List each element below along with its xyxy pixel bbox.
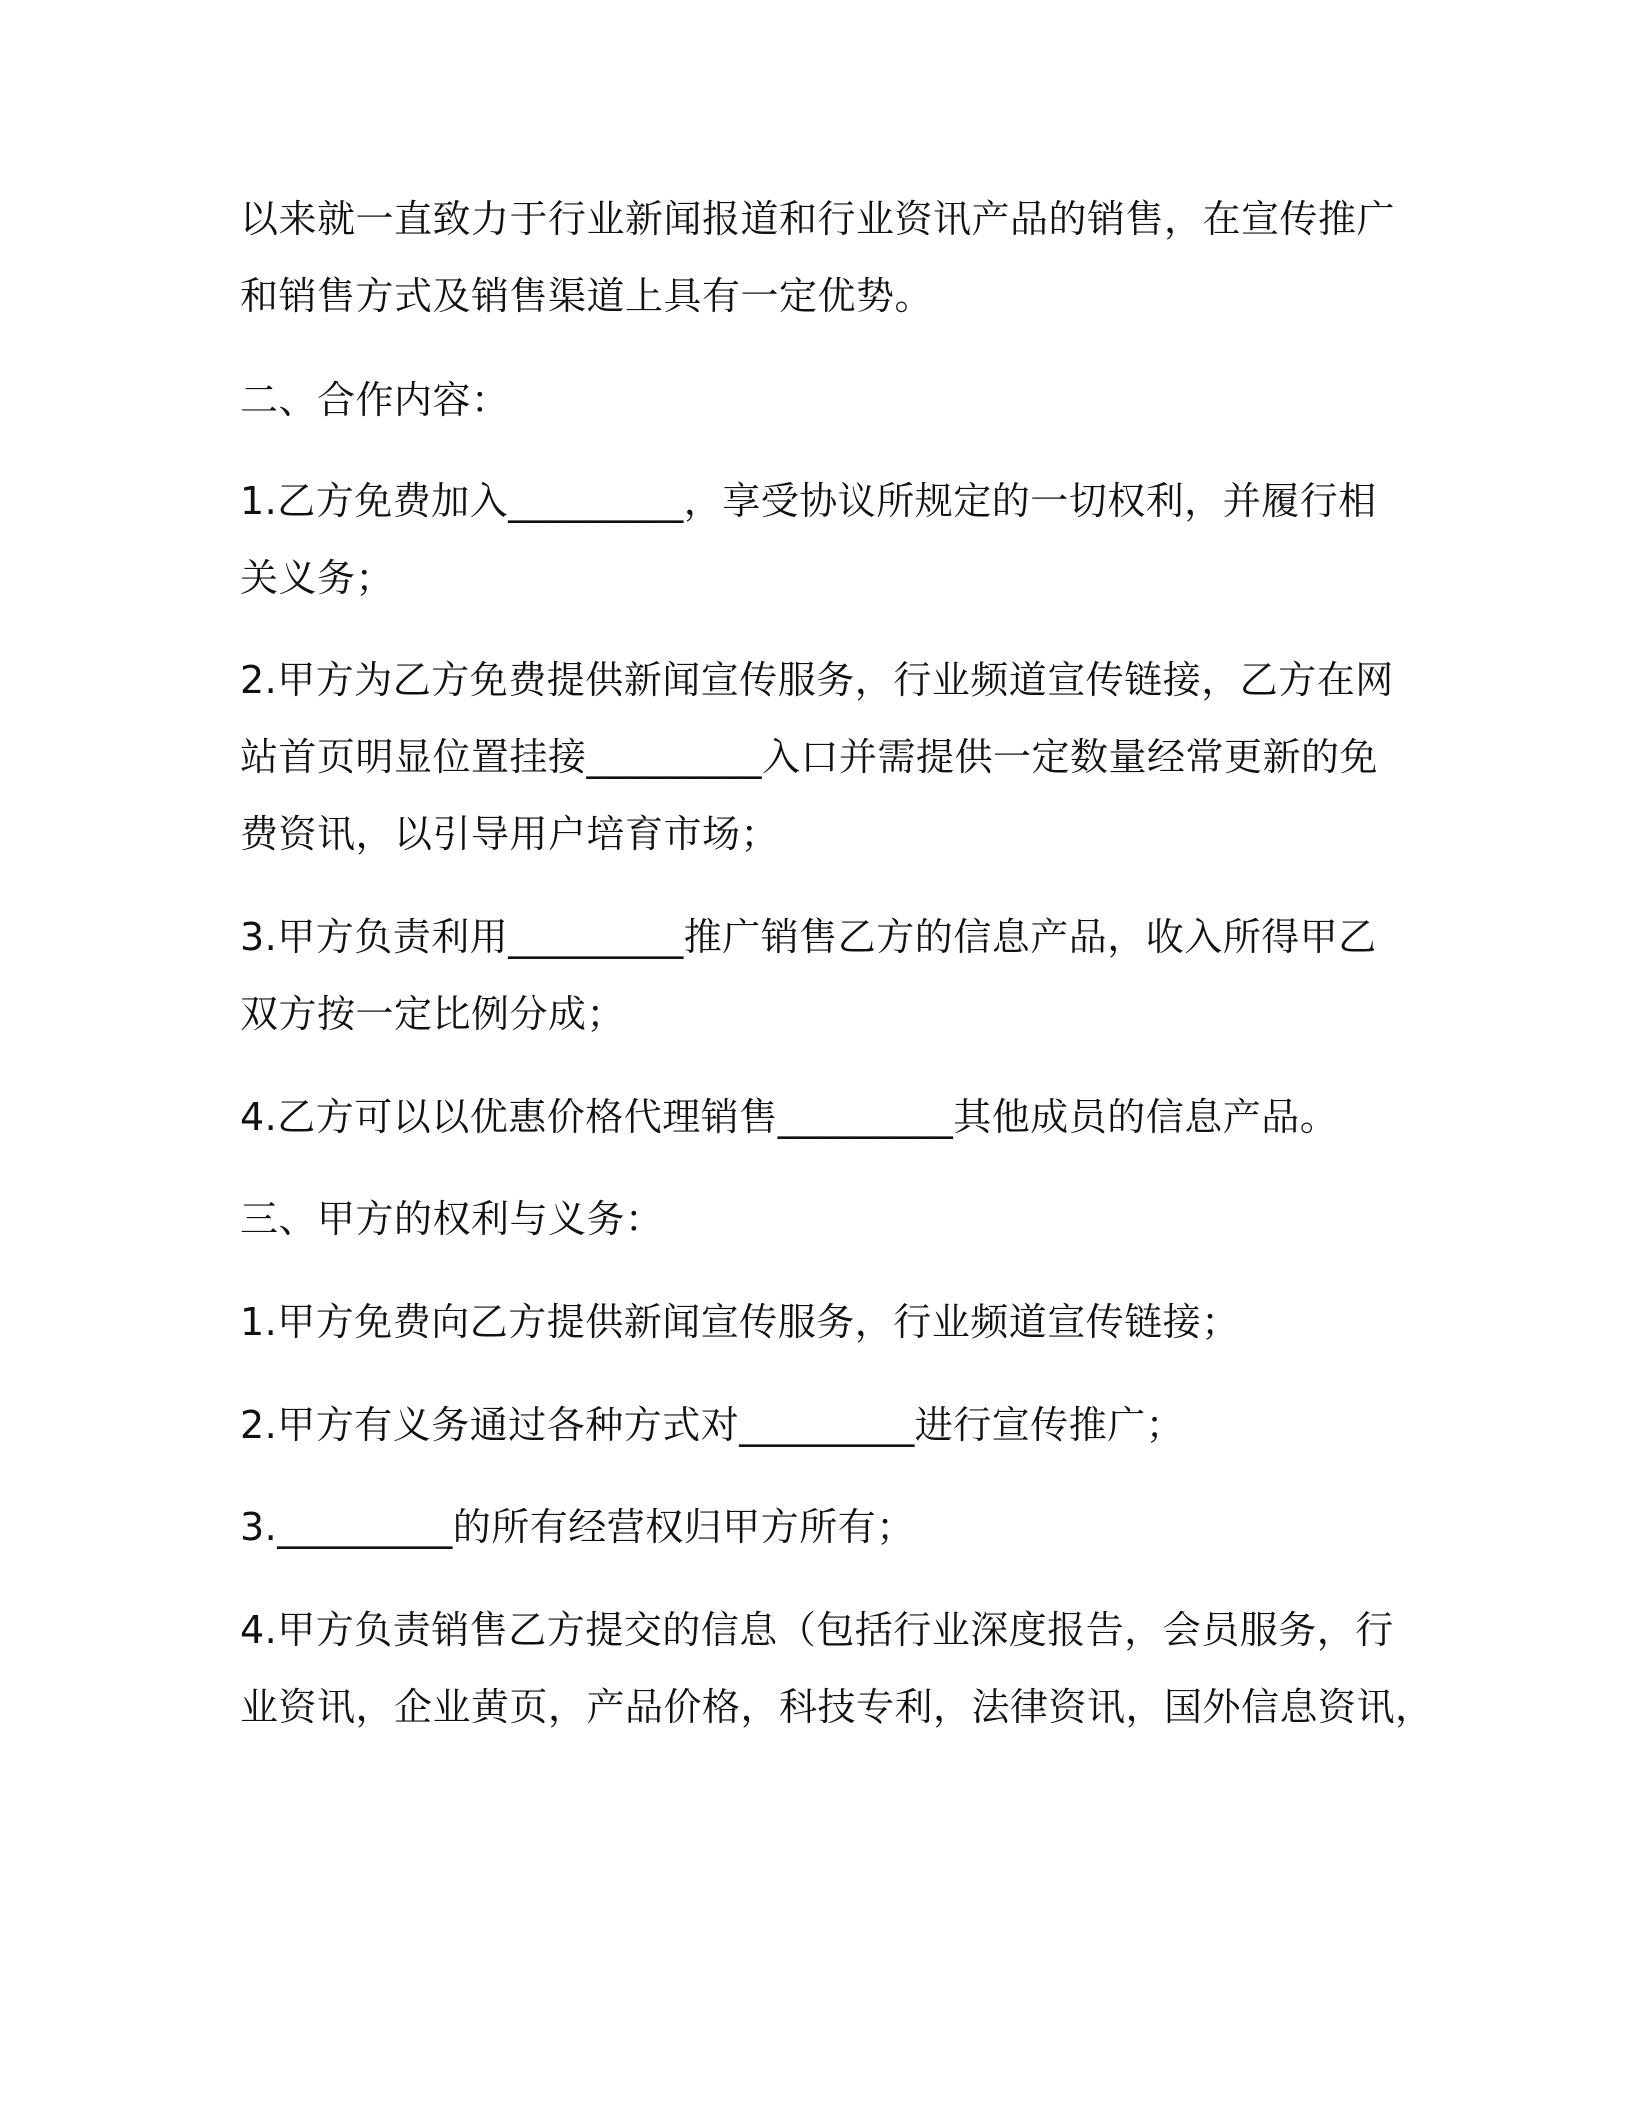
paragraph-line: 双方按一定比例分成； [240, 992, 626, 1036]
paragraph-line: 2.甲方为乙方免费提供新闻宣传服务，行业频道宣传链接，乙方在网 [240, 658, 1394, 702]
section-heading: 二、合作内容： [240, 378, 510, 422]
paragraph-line: 2.甲方有义务通过各种方式对_________进行宣传推广； [240, 1403, 1185, 1447]
paragraph-line: 3.甲方负责利用_________推广销售乙方的信息产品，收入所得甲乙 [240, 915, 1377, 959]
paragraph-line: 1.甲方免费向乙方提供新闻宣传服务，行业频道宣传链接； [240, 1300, 1240, 1344]
paragraph-line: 4.甲方负责销售乙方提交的信息（包括行业深度报告，会员服务，行 [240, 1608, 1394, 1652]
paragraph-line: 费资讯，以引导用户培育市场； [240, 812, 780, 856]
paragraph-line: 以来就一直致力于行业新闻报道和行业资讯产品的销售，在宣传推广 [240, 197, 1396, 241]
paragraph-line: 4.乙方可以以优惠价格代理销售_________其他成员的信息产品。 [240, 1095, 1339, 1139]
paragraph-line: 站首页明显位置挂接_________入口并需提供一定数量经常更新的免 [240, 735, 1379, 779]
paragraph-line: 1.乙方免费加入_________，享受协议所规定的一切权利，并履行相 [240, 479, 1377, 523]
paragraph-line: 关义务； [240, 556, 395, 600]
paragraph-line: 业资讯，企业黄页，产品价格，科技专利，法律资讯，国外信息资讯， [240, 1685, 1434, 1729]
paragraph-line: 3._________的所有经营权归甲方所有； [240, 1505, 915, 1549]
section-heading: 三、甲方的权利与义务： [240, 1197, 664, 1241]
paragraph-line: 和销售方式及销售渠道上具有一定优势。 [240, 274, 934, 318]
